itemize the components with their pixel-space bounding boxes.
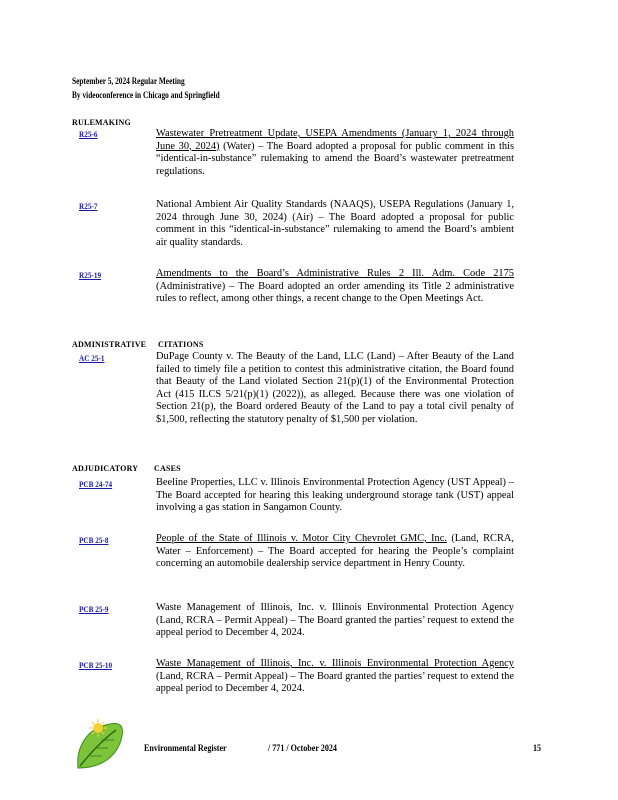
- case-link-pcb-25-9[interactable]: PCB 25-9: [79, 604, 109, 614]
- entry-pcb-25-8: People of the State of Illinois v. Motor City Chevrolet GMC, Inc. (Land, RCRA, Water – Enforcement) – The Board accepted for hearing the People’s complaint concerning an automobile dealership service department in Henry County.: [156, 533, 515, 569]
- entry-pcb-24-74: Beeline Properties, LLC v. Illinois Environmental Protection Agency (UST Appeal) – The Board accepted for hearing this leaking underground storage tank (UST) appeal involving a gas station in Sangamon County.: [156, 477, 514, 513]
- case-link-pcb-25-8[interactable]: PCB 25-8: [79, 535, 109, 545]
- case-link-pcb-25-10[interactable]: PCB 25-10: [79, 660, 113, 670]
- case-link-ac-25-1[interactable]: AC 25-1: [79, 353, 105, 363]
- section-cases: CASES: [154, 464, 181, 473]
- entry-title-link[interactable]: Waste Management of Illinois, Inc. v. Illinois Environmental Protection Agency: [156, 658, 514, 669]
- section-administrative: ADMINISTRATIVE CITATIONS: [72, 340, 204, 349]
- section-citations: CITATIONS: [158, 340, 204, 349]
- case-link-r25-19[interactable]: R25-19: [79, 270, 102, 280]
- entry-pcb-25-10: Waste Management of Illinois, Inc. v. Illinois Environmental Protection Agency (Land, RCRA – Permit Appeal) – The Board granted the parties’ request to extend the appeal period to December 4, 2024.: [156, 658, 514, 694]
- entry-title-link[interactable]: People of the State of Illinois v. Motor City Chevrolet GMC, Inc.: [156, 533, 447, 544]
- footer-issue: / 771 / October 2024: [268, 744, 337, 754]
- footer-publication: Environmental Register: [144, 744, 227, 754]
- case-link-r25-6[interactable]: R25-6: [79, 129, 98, 139]
- section-rulemaking: RULEMAKING: [72, 118, 131, 127]
- entry-title-link[interactable]: Wastewater Pretreatment Update, USEPA Amendments (January 1, 2024 through June 30, 2024): [156, 128, 514, 152]
- leaf-logo-icon: [72, 718, 128, 774]
- section-adjudicatory: ADJUDICATORY CASES: [72, 464, 181, 473]
- entry-title-link[interactable]: Amendments to the Board’s Administrative Rules 2 Ill. Adm. Code 2175: [156, 268, 514, 279]
- meeting-location-line: By videoconference in Chicago and Springfield: [72, 90, 220, 100]
- footer-page-number: 15: [533, 744, 542, 754]
- case-link-r25-7[interactable]: R25-7: [79, 201, 98, 211]
- entry-pcb-25-9: Waste Management of Illinois, Inc. v. Illinois Environmental Protection Agency (Land, RCRA – Permit Appeal) – The Board granted the parties’ request to extend the appeal period to December 4, 2024.: [156, 602, 514, 638]
- case-link-pcb-24-74[interactable]: PCB 24-74: [79, 479, 113, 489]
- entry-r25-6: Wastewater Pretreatment Update, USEPA Amendments (January 1, 2024 through June 30, 2024) (Water) – The Board adopted a proposal for public comment in this “identical-in-substance” rulemaking to amend the Board’s wastewater pretreatment regulations.: [156, 128, 514, 177]
- entry-ac-25-1: DuPage County v. The Beauty of the Land, LLC (Land) – After Beauty of the Land failed to timely file a petition to contest this administrative citation, the Board found that Beauty of the Land violated Section 21(p)(1) of the Environmental Protection Act (415 ILCS 5/21(p)(1) (2022)), as alleged. Because there was one violation of Section 21(p), the Board ordered Beauty of the Land to pay a total civil penalty of $1,500, reflecting the statutory penalty of $1,500 per violation.: [156, 351, 514, 425]
- entry-r25-7: National Ambient Air Quality Standards (NAAQS), USEPA Regulations (January 1, 2024 through June 30, 2024) (Air) – The Board adopted a proposal for public comment in this “identical-in-substance” rulemaking to amend the Board’s ambient air quality standards.: [156, 199, 514, 248]
- entry-r25-19: Amendments to the Board’s Administrative Rules 2 Ill. Adm. Code 2175 (Administrative) – The Board adopted an order amending its Title 2 administrative rules to reflect, among other things, a recent change to the Open Meetings Act.: [156, 268, 514, 304]
- meeting-date-line: September 5, 2024 Regular Meeting: [72, 76, 185, 86]
